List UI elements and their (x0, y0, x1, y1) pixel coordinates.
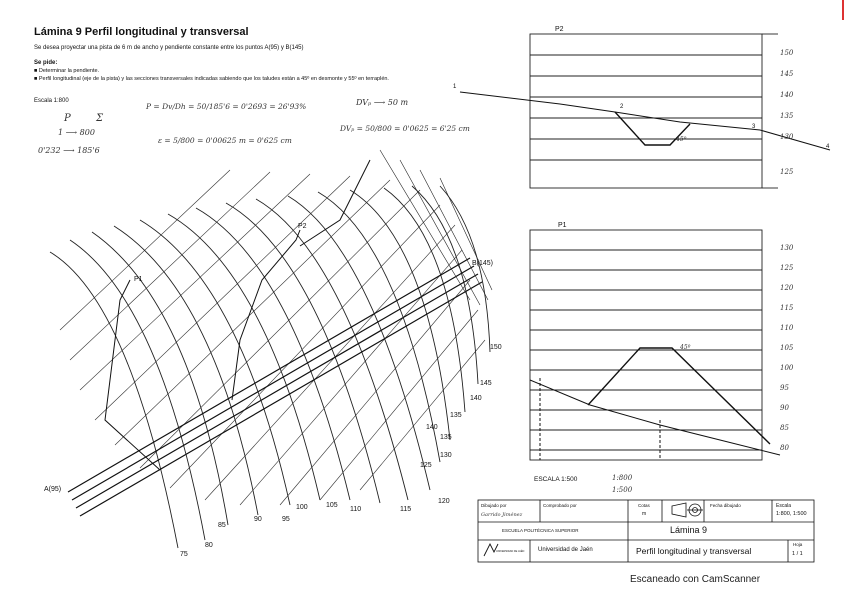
profile-p1-ground (530, 348, 780, 460)
contour-label: 75 (180, 551, 188, 558)
profile-p1-tick: 120 (780, 284, 794, 292)
page-edge-mark (842, 0, 844, 20)
profile-p1-tick: 115 (780, 304, 794, 312)
profile-p2-point: 3 (752, 124, 756, 130)
profile-p2-tick: 125 (780, 168, 794, 176)
profile-p2-tick: 140 (780, 91, 794, 99)
contour-label: 145 (480, 380, 492, 387)
profile-p1-frame (530, 230, 762, 460)
profile-p1-tick: 95 (780, 384, 789, 392)
hand-formula-eps: ε = 5/800 = 0'00625 m = 0'625 cm (158, 136, 292, 145)
contour-label: 140 (426, 424, 438, 431)
contour-label: 130 (440, 452, 452, 459)
profile-p1-tick: 100 (780, 364, 794, 372)
tb-comprobado-label: Comprobado por (543, 503, 577, 508)
tb-fecha-label: Fecha dibujado (710, 503, 741, 508)
profile-p2-tick: 135 (780, 112, 794, 120)
profile-p2-frame (530, 34, 778, 188)
contour-label: 120 (438, 498, 450, 505)
hand-scale-note: 1:500 (612, 486, 633, 494)
hand-table-row: 1 ⟶ 800 (58, 128, 95, 137)
hand-scale-note: 1:800 (612, 474, 633, 482)
profile-p1-title: P1 (558, 222, 567, 229)
tb-hoja-label: Hoja (793, 542, 803, 547)
road-axis (68, 258, 482, 516)
tb-logo-text: UNIVERSIDAD DE JAÉN (496, 550, 525, 553)
tb-escala-value: 1:800, 1:500 (776, 511, 807, 517)
contour-label: 150 (490, 344, 502, 351)
angle-note: 45º (680, 344, 691, 351)
section-leaders (105, 160, 370, 470)
hand-table-head-sigma: Σ (96, 113, 104, 124)
contour-label: 90 (254, 516, 262, 523)
profile-p1-tick: 90 (780, 404, 789, 412)
tb-escala-label: Escala (776, 503, 792, 509)
tb-cotas-label: Cotas (638, 503, 650, 508)
contour-label: 115 (400, 506, 412, 513)
profile-p2-tick: 130 (780, 133, 794, 141)
sheet-title: Lámina 9 Perfil longitudinal y transversal (34, 26, 249, 38)
contour-label: 100 (296, 504, 308, 511)
contour-lines (50, 186, 490, 548)
contour-label: 135 (450, 412, 462, 419)
tb-cotas-unit: m (642, 511, 647, 517)
task-item: ■ Perfil longitudinal (eje de la pista) y las secciones transversales indicadas sabiendo que los taludes están a 45º en desmonte y 55º en terraplén. (34, 76, 389, 82)
hand-table-head-p: P (64, 113, 71, 124)
profile-p1-tick: 110 (780, 324, 794, 332)
task-item: ■ Determinar la pendiente. (34, 68, 100, 74)
projection-symbol-icon (672, 503, 703, 517)
profile-p2-point: 2 (620, 104, 624, 110)
tb-sheet-subtitle: Perfil longitudinal y transversal (636, 546, 752, 556)
profile-p2-ground (460, 92, 830, 150)
profile-p2-tick: 150 (780, 49, 794, 57)
contour-label: 95 (282, 516, 290, 523)
tb-dibujado-name: Garrido Jiménez (481, 512, 523, 518)
profile-p1-tick: 80 (780, 444, 789, 452)
tb-hoja-value: 1 / 1 (792, 551, 803, 557)
profile-p2-title: P2 (555, 26, 564, 33)
section-label-p1: P1 (134, 276, 143, 283)
se-pide-label: Se pide: (34, 60, 58, 66)
tb-dibujado-label: Dibujado por (481, 503, 507, 508)
profile-p2-tick: 145 (780, 70, 794, 78)
section-label-p2: P2 (298, 223, 307, 230)
profile-p1-tick: 125 (780, 264, 794, 272)
tb-school: ESCUELA POLITÉCNICA SUPERIOR (502, 528, 579, 533)
contour-label: 85 (218, 522, 226, 529)
profile-p1-scale: ESCALA 1:500 (534, 476, 578, 483)
hand-dvp: DVₚ = 50/800 = 0'0625 = 6'25 cm (340, 124, 470, 133)
hand-dv: DVₚ ⟶ 50 m (356, 98, 409, 107)
grading-rays (380, 150, 492, 305)
contour-label: 80 (205, 542, 213, 549)
hand-formula-slope: P = Dv/Dh = 50/185'6 = 0'2693 = 26'93% (146, 102, 307, 111)
intro-text: Se desea proyectar una pista de 6 m de ancho y pendiente constante entre los puntos A(95) y B(145) (34, 45, 304, 51)
scale-label: Escala 1:800 (34, 98, 69, 104)
profile-p1-tick: 130 (780, 244, 794, 252)
contour-label: 140 (470, 395, 482, 402)
profile-p1-tick: 105 (780, 344, 794, 352)
camscanner-watermark: Escaneado con CamScanner (630, 574, 761, 585)
contour-label: 110 (350, 506, 362, 513)
tb-sheet-name: Lámina 9 (670, 525, 708, 535)
contour-label: 135 (440, 434, 452, 441)
contour-label: 105 (326, 502, 338, 509)
profile-p2-point: 4 (826, 144, 830, 150)
contour-label: 125 (420, 462, 432, 469)
profile-p1-tick: 85 (780, 424, 789, 432)
point-label-b: B(145) (472, 260, 494, 267)
tb-university: Universidad de Jaén (538, 547, 593, 553)
profile-p2-point: 1 (453, 84, 457, 90)
angle-note: 45º (676, 136, 687, 143)
hand-table-row: 0'232 ⟶ 185'6 (38, 146, 100, 155)
point-label-a: A(95) (44, 486, 62, 493)
